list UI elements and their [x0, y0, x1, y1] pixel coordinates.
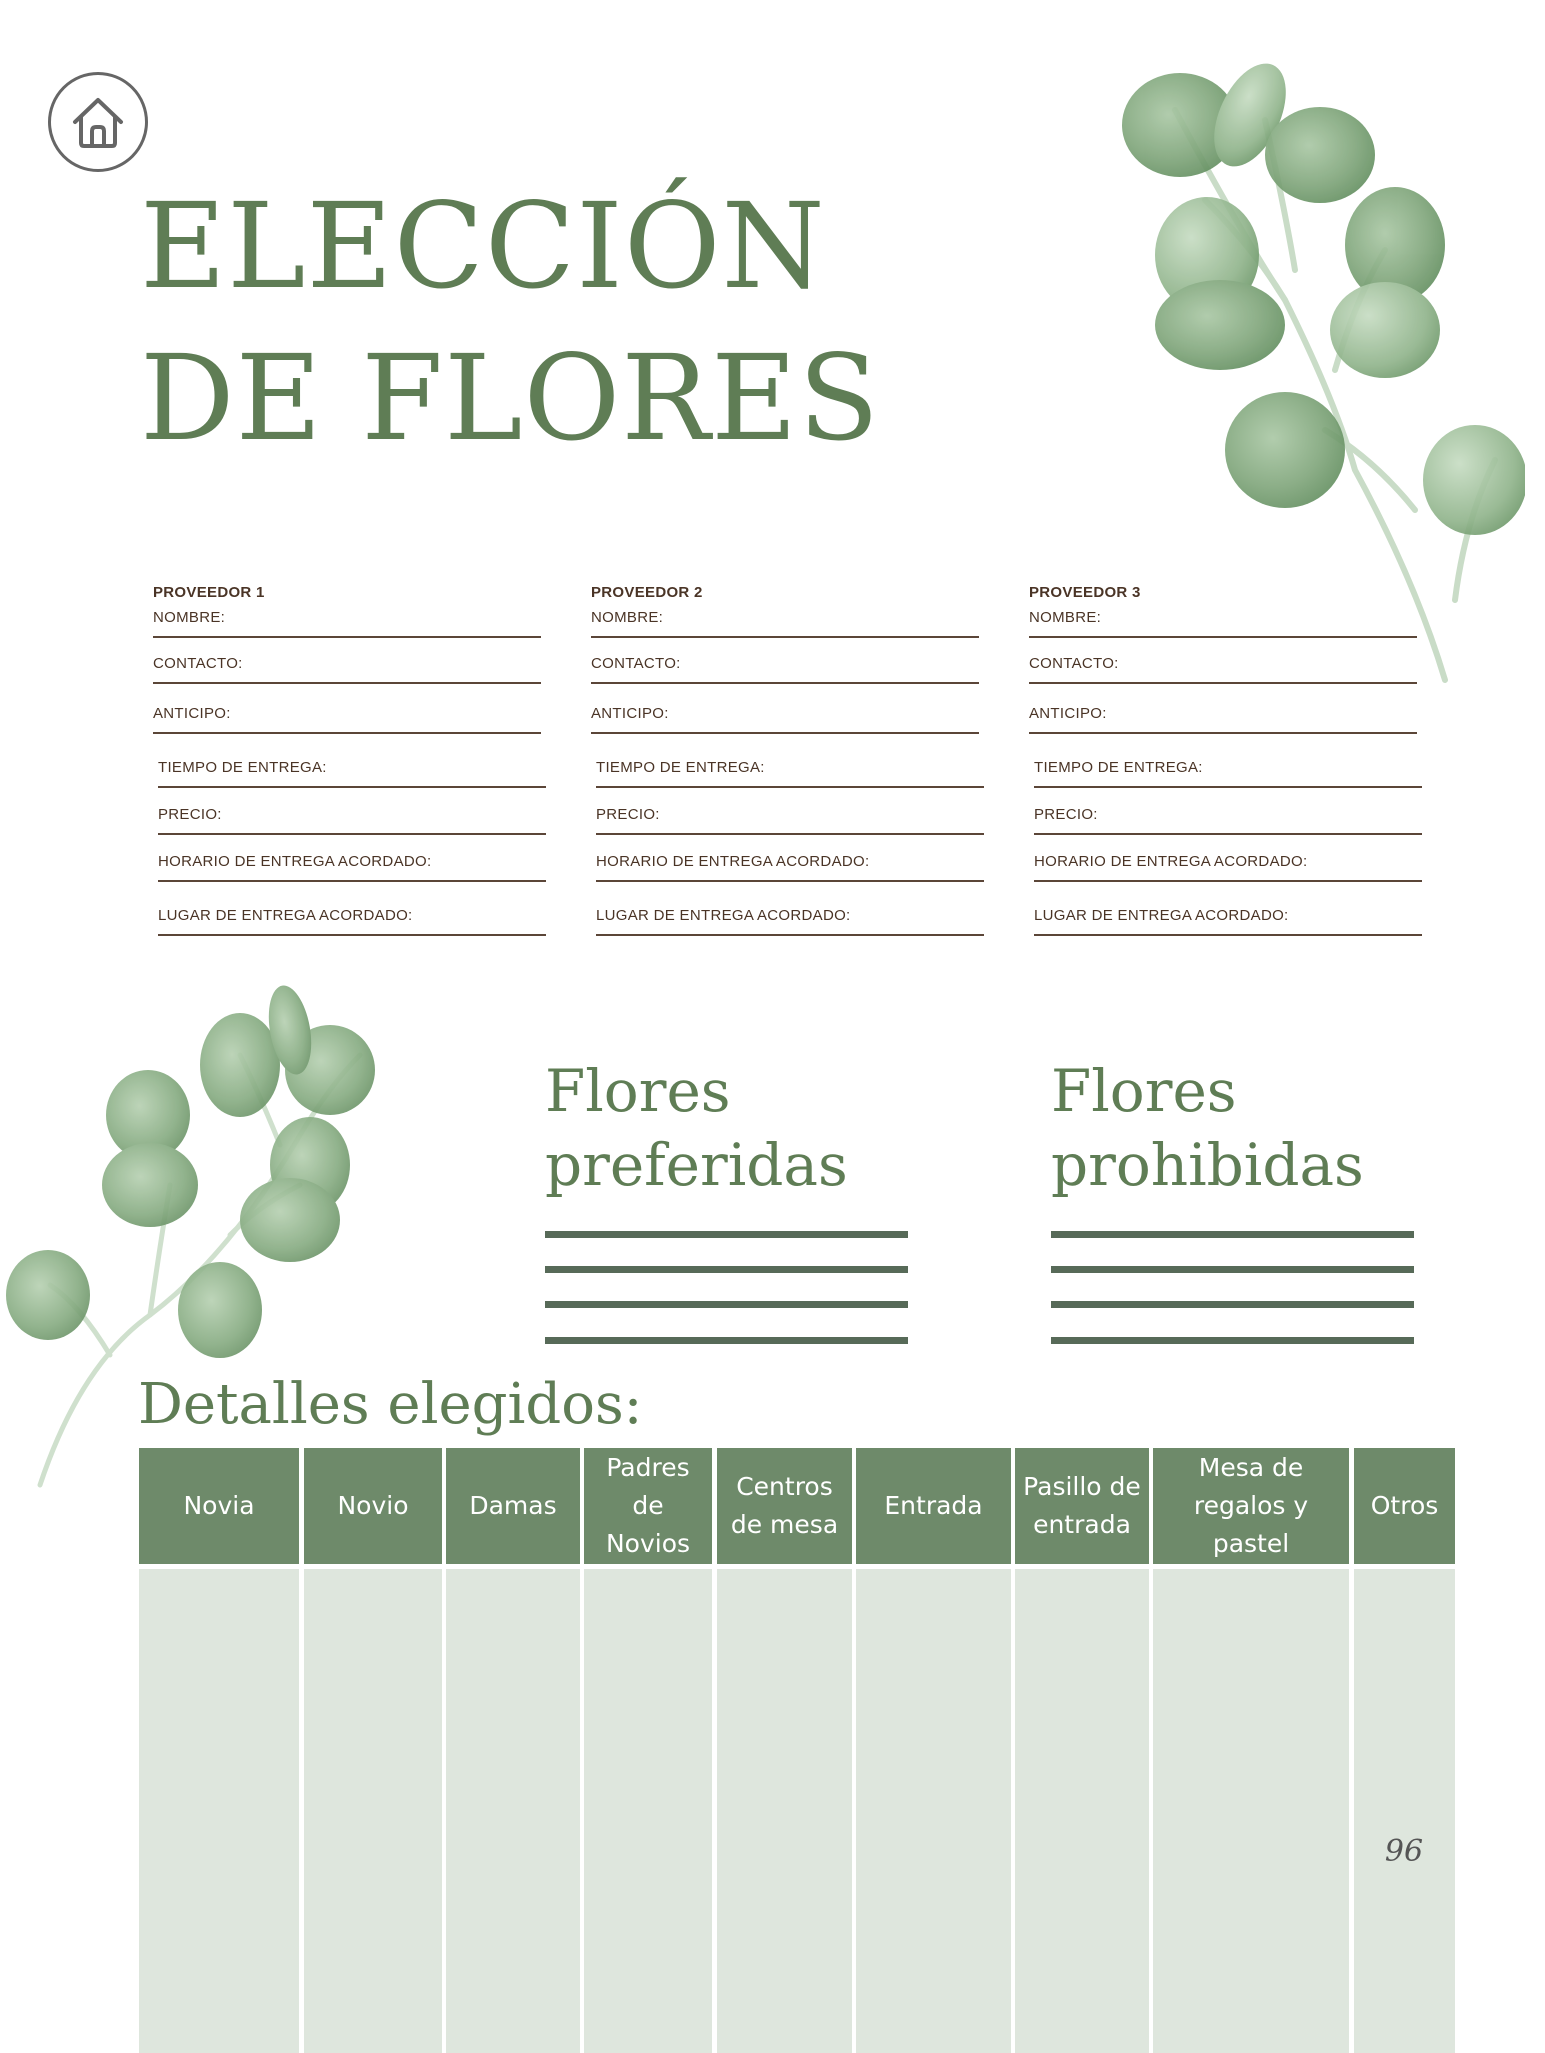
field-label: LUGAR DE ENTREGA ACORDADO:	[1034, 907, 1289, 924]
tiempo-entrega-field[interactable]	[1034, 758, 1422, 788]
column-header: Pasillo de entrada	[1015, 1448, 1149, 1564]
heading-line-1: Flores	[1051, 1057, 1237, 1125]
anticipo-field[interactable]	[1029, 704, 1417, 734]
column-cell[interactable]	[446, 1569, 580, 2053]
preferidas-line[interactable]	[545, 1301, 908, 1308]
prohibidas-line[interactable]	[1051, 1231, 1414, 1238]
provider-title: PROVEEDOR 1	[153, 584, 265, 601]
horario-entrega-field[interactable]	[1034, 852, 1422, 882]
column-cell[interactable]	[1153, 1569, 1349, 2053]
column-header: Damas	[446, 1448, 580, 1564]
field-label: ANTICIPO:	[1029, 705, 1107, 722]
column-cell[interactable]	[1015, 1569, 1149, 2053]
field-label: LUGAR DE ENTREGA ACORDADO:	[596, 907, 851, 924]
field-label: TIEMPO DE ENTREGA:	[1034, 759, 1203, 776]
contacto-field[interactable]	[1029, 654, 1417, 684]
precio-field[interactable]	[1034, 805, 1422, 835]
column-cell[interactable]	[584, 1569, 712, 2053]
lugar-entrega-field[interactable]	[1034, 906, 1422, 936]
page-number: 96	[1384, 1834, 1424, 1869]
nombre-field[interactable]	[1029, 608, 1417, 638]
field-label: HORARIO DE ENTREGA ACORDADO:	[158, 853, 432, 870]
preferidas-line[interactable]	[545, 1231, 908, 1238]
provider-title: PROVEEDOR 3	[1029, 584, 1141, 601]
field-label: NOMBRE:	[153, 609, 226, 626]
column-header: Novio	[304, 1448, 442, 1564]
horario-entrega-field[interactable]	[596, 852, 984, 882]
heading-line-1: Flores	[545, 1057, 731, 1125]
field-label: CONTACTO:	[1029, 655, 1119, 672]
tiempo-entrega-field[interactable]	[596, 758, 984, 788]
lugar-entrega-field[interactable]	[158, 906, 546, 936]
anticipo-field[interactable]	[153, 704, 541, 734]
precio-field[interactable]	[596, 805, 984, 835]
field-label: HORARIO DE ENTREGA ACORDADO:	[1034, 853, 1308, 870]
field-label: ANTICIPO:	[591, 705, 669, 722]
field-label: PRECIO:	[1034, 806, 1098, 823]
field-label: ANTICIPO:	[153, 705, 231, 722]
title-line-2: DE FLORES	[140, 329, 881, 467]
heading-line-2: prohibidas	[1051, 1131, 1364, 1199]
prohibidas-heading	[1051, 1054, 1364, 1202]
column-header: Otros	[1354, 1448, 1455, 1564]
field-label: CONTACTO:	[591, 655, 681, 672]
lugar-entrega-field[interactable]	[596, 906, 984, 936]
column-header: Mesa de regalos y pastel	[1153, 1448, 1349, 1564]
column-cell[interactable]	[717, 1569, 852, 2053]
column-header: Entrada	[856, 1448, 1011, 1564]
field-label: NOMBRE:	[591, 609, 664, 626]
heading-line-2: preferidas	[545, 1131, 848, 1199]
page-title	[140, 170, 880, 474]
column-cell[interactable]	[1354, 1569, 1455, 2053]
column-header: Novia	[139, 1448, 299, 1564]
column-cell[interactable]	[139, 1569, 299, 2053]
title-line-1: ELECCIÓN	[140, 177, 826, 315]
preferidas-heading	[545, 1054, 848, 1202]
anticipo-field[interactable]	[591, 704, 979, 734]
column-header: Centros de mesa	[717, 1448, 852, 1564]
contacto-field[interactable]	[153, 654, 541, 684]
nombre-field[interactable]	[591, 608, 979, 638]
prohibidas-line[interactable]	[1051, 1301, 1414, 1308]
provider-title: PROVEEDOR 2	[591, 584, 703, 601]
column-header: Padres de Novios	[584, 1448, 712, 1564]
preferidas-line[interactable]	[545, 1266, 908, 1273]
field-label: NOMBRE:	[1029, 609, 1102, 626]
nombre-field[interactable]	[153, 608, 541, 638]
field-label: TIEMPO DE ENTREGA:	[596, 759, 765, 776]
field-label: LUGAR DE ENTREGA ACORDADO:	[158, 907, 413, 924]
field-label: PRECIO:	[596, 806, 660, 823]
home-icon	[67, 91, 129, 153]
column-cell[interactable]	[856, 1569, 1011, 2053]
home-button[interactable]	[48, 72, 148, 172]
field-label: PRECIO:	[158, 806, 222, 823]
field-label: HORARIO DE ENTREGA ACORDADO:	[596, 853, 870, 870]
horario-entrega-field[interactable]	[158, 852, 546, 882]
field-label: TIEMPO DE ENTREGA:	[158, 759, 327, 776]
contacto-field[interactable]	[591, 654, 979, 684]
tiempo-entrega-field[interactable]	[158, 758, 546, 788]
prohibidas-line[interactable]	[1051, 1266, 1414, 1273]
field-label: CONTACTO:	[153, 655, 243, 672]
column-cell[interactable]	[304, 1569, 442, 2053]
detalles-heading: Detalles elegidos:	[138, 1372, 643, 1437]
preferidas-line[interactable]	[545, 1337, 908, 1344]
precio-field[interactable]	[158, 805, 546, 835]
prohibidas-line[interactable]	[1051, 1337, 1414, 1344]
